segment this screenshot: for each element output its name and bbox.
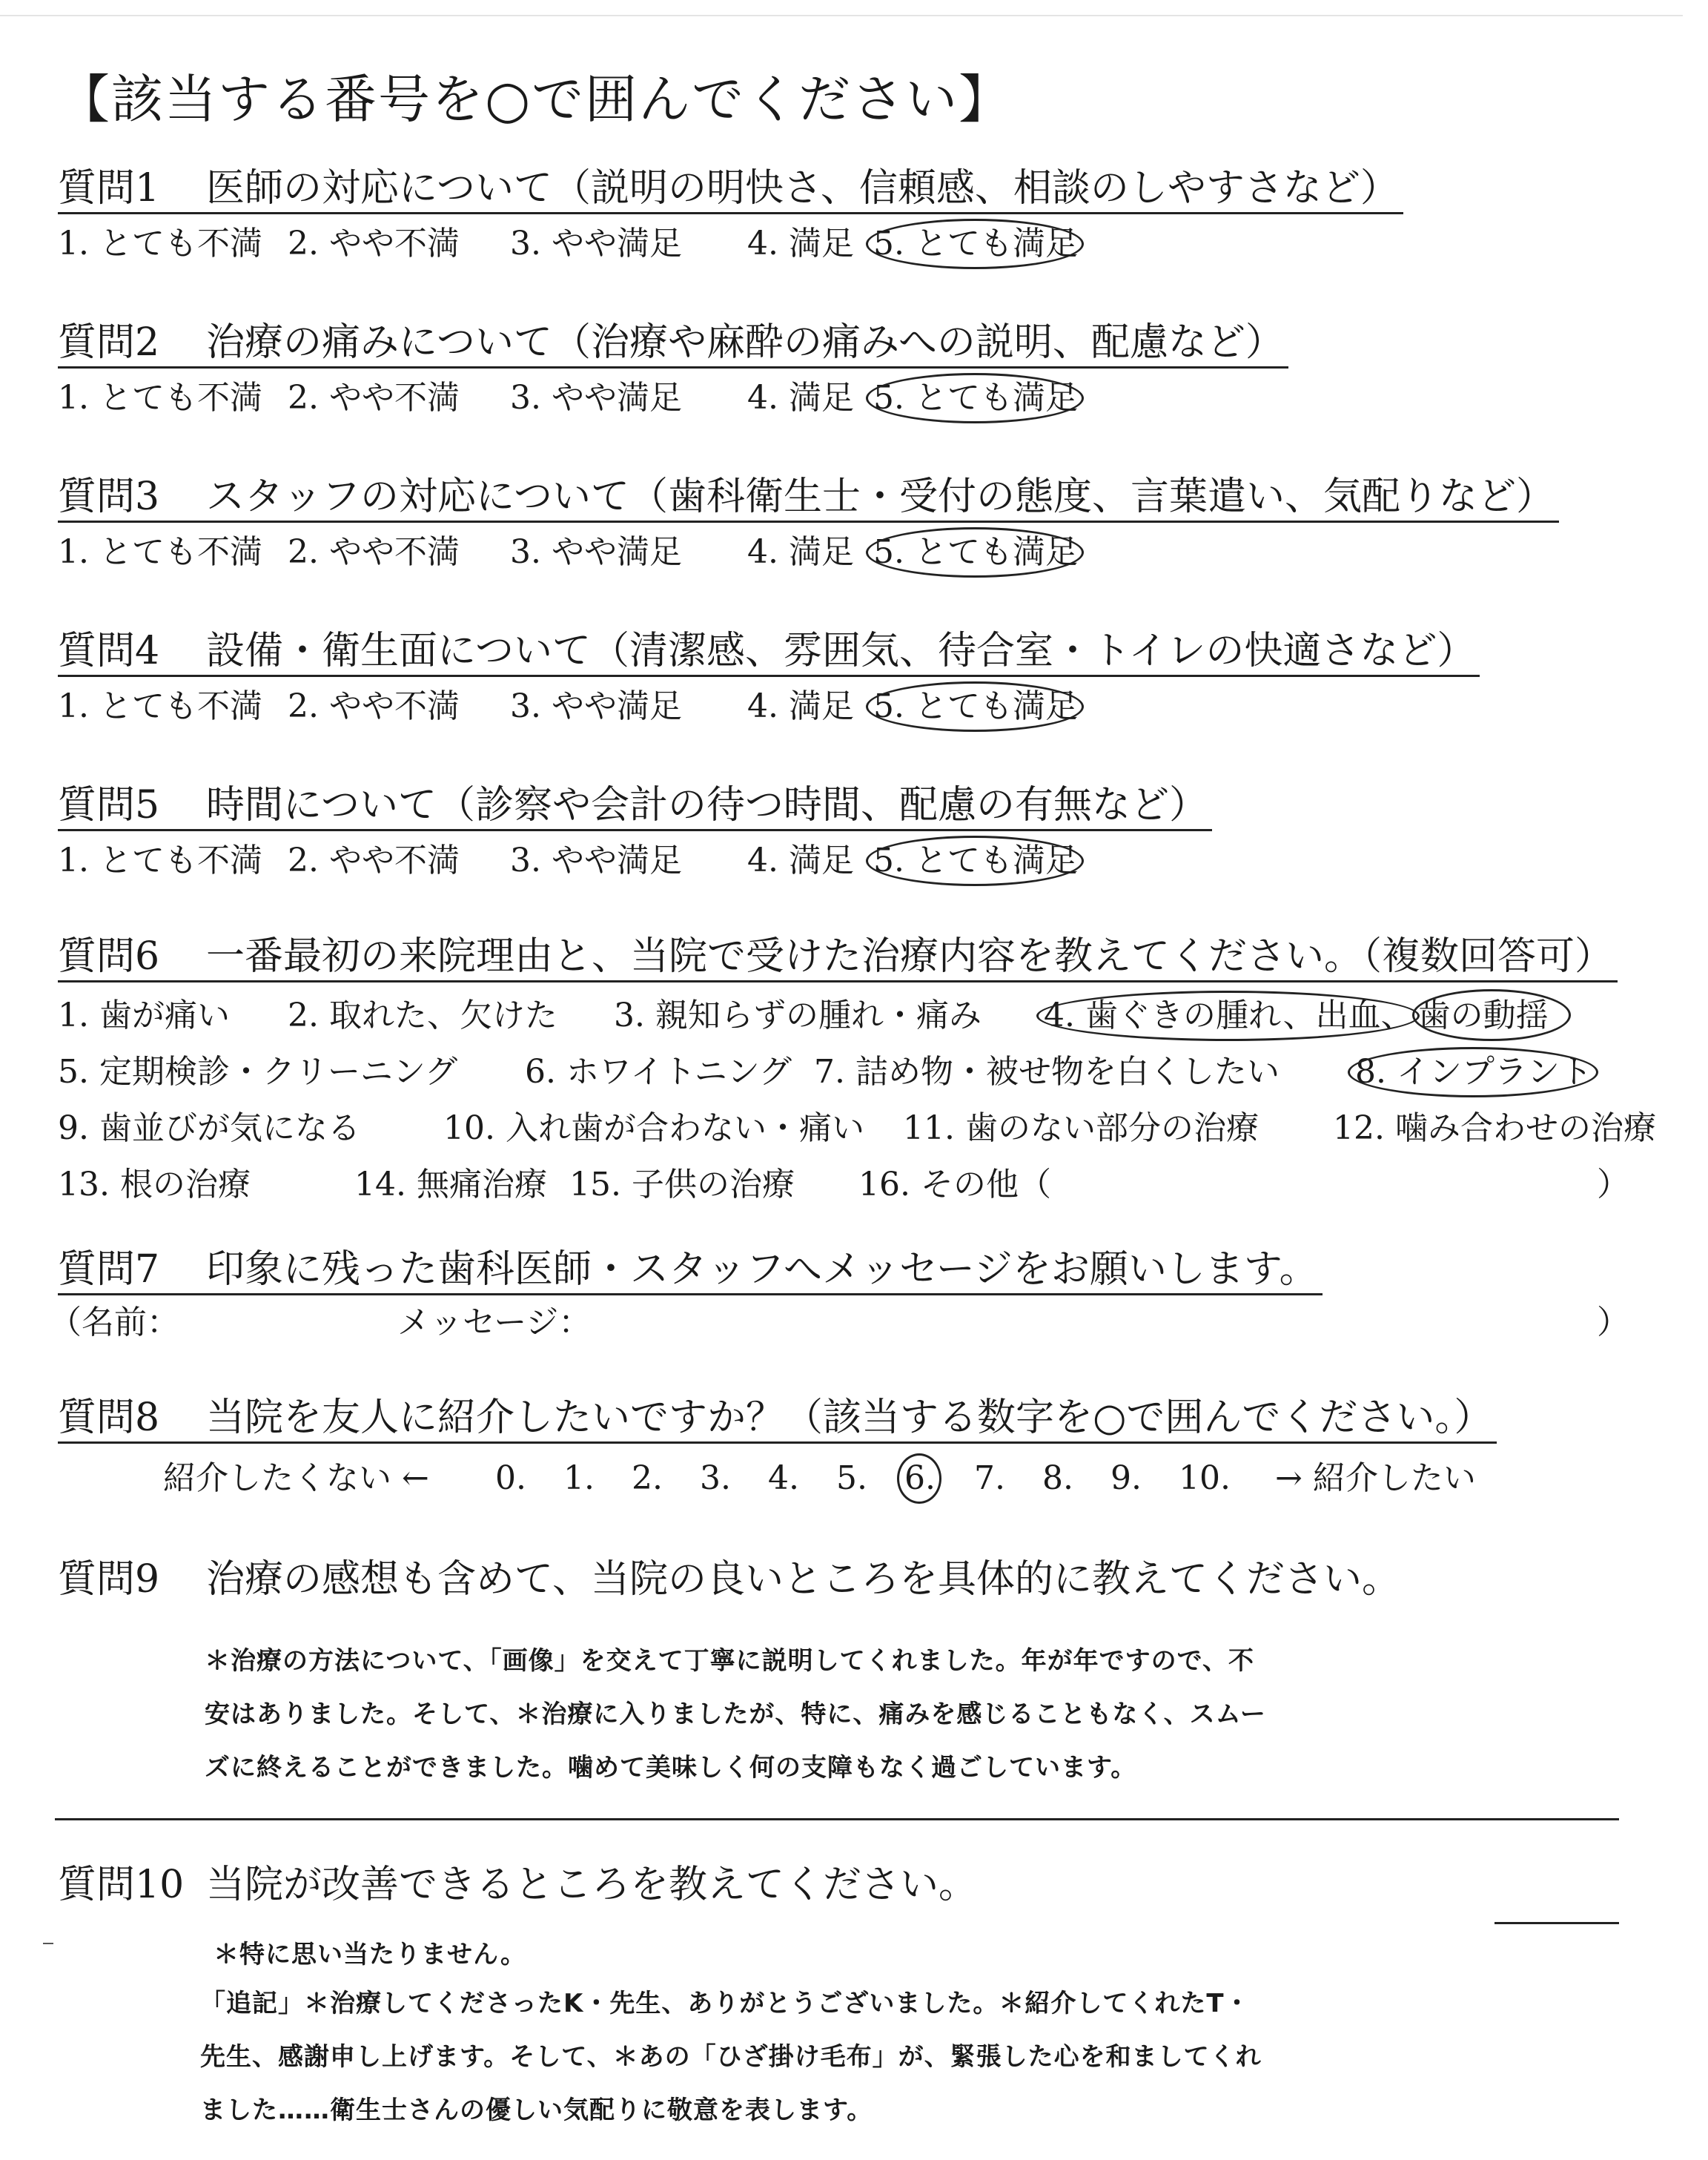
- q9-answer-line-2: 安はありました。そして、＊治療に入りましたが、特に、痛みを感じることもなく、スムー: [205, 1700, 1266, 1729]
- q6-options-row-1: [58, 995, 1549, 1037]
- question-7-header: [58, 1246, 1323, 1295]
- q7-fields: [49, 1302, 1629, 1344]
- q10-answer-line-3: 先生、感謝申し上げます。そして、＊あの「ひざ掛け毛布」が、緊張した心を和ましてくれ: [200, 2042, 1262, 2072]
- q6-option-14[interactable]: 14. 無痛治療: [354, 1166, 547, 1203]
- q6-option-5[interactable]: 5. 定期検診・クリーニング: [58, 1053, 458, 1091]
- question-text: 治療の感想も含めて、当院の良いところを具体的に教えてください。: [206, 1557, 1400, 1602]
- q6-option-4-selected[interactable]: 4. 歯ぐきの腫れ、出血、: [1044, 995, 1414, 1037]
- q8-scale-4[interactable]: 4.: [768, 1459, 799, 1497]
- q8-scale-2[interactable]: 2.: [632, 1459, 663, 1497]
- question-1: [58, 165, 1403, 265]
- question-6-header: [58, 933, 1618, 982]
- q9-answer-line-3: ズに終えることができました。噛めて美味しく何の支障もなく過ごしています。: [205, 1753, 1137, 1783]
- question-number: 質問4: [58, 629, 160, 673]
- q10-line-stub: [1494, 1922, 1619, 1924]
- question-text: スタッフの対応について（歯科衛生士・受付の態度、言葉遣い、気配りなど）: [206, 475, 1555, 519]
- satisfaction-options: [58, 377, 1288, 419]
- q10-answer-line-2: 「追記」＊治療してくださったK・先生、ありがとうございました。＊紹介してくれたT・: [200, 1989, 1251, 2018]
- q6-option-12[interactable]: 12. 噛み合わせの治療: [1333, 1109, 1656, 1147]
- question-4-header: [58, 627, 1480, 677]
- top-border: [0, 15, 1683, 16]
- question-text: 印象に残った歯科医師・スタッフへメッセージをお願いします。: [206, 1247, 1318, 1292]
- question-text: 時間について（診察や会計の待つ時間、配慮の有無など）: [206, 783, 1208, 828]
- question-10: [58, 1861, 982, 1909]
- q6-other-close-paren: ）: [1597, 1166, 1629, 1203]
- q8-scale-5[interactable]: 5.: [836, 1459, 867, 1497]
- option-1[interactable]: 1. とても不満: [58, 225, 262, 262]
- q8-scale-8[interactable]: 8.: [1042, 1459, 1073, 1497]
- q6-option-3[interactable]: 3. 親知らずの腫れ・痛み: [614, 997, 982, 1034]
- q10-answer-line-1: ＊特に思い当たりません。: [214, 1940, 527, 1969]
- question-5: [58, 782, 1212, 882]
- question-number: 質問3: [58, 475, 160, 519]
- q8-scale: [163, 1458, 1476, 1499]
- q8-scale-0[interactable]: 0.: [495, 1459, 526, 1497]
- q6-circled-text[interactable]: 歯の動揺: [1418, 995, 1549, 1037]
- satisfaction-options: [58, 532, 1559, 573]
- question-text: 当院を友人に紹介したいですか？（該当する数字を○で囲んでください。）: [206, 1396, 1493, 1440]
- option-1[interactable]: 1. とても不満: [58, 379, 262, 417]
- option-5-selected[interactable]: 5. とても満足: [873, 840, 1078, 882]
- question-4: [58, 627, 1480, 727]
- q8-scale-3[interactable]: 3.: [700, 1459, 731, 1497]
- option-4[interactable]: 4. 満足: [747, 379, 854, 417]
- q6-option-7[interactable]: 7. 詰め物・被せ物を白くしたい: [814, 1053, 1280, 1091]
- q8-scale-9[interactable]: 9.: [1110, 1459, 1142, 1497]
- q8-scale-7[interactable]: 7.: [973, 1459, 1005, 1497]
- option-3[interactable]: 3. やや満足: [510, 225, 682, 262]
- question-number: 質問1: [58, 166, 160, 211]
- question-text: 当院が改善できるところを教えてください。: [206, 1863, 978, 1907]
- q6-options-row-4: [58, 1164, 1629, 1206]
- q6-options-row-3: [58, 1108, 1656, 1149]
- question-6: [58, 933, 1618, 982]
- question-3-header: [58, 473, 1559, 523]
- option-2[interactable]: 2. やや不満: [288, 225, 460, 262]
- option-5-selected[interactable]: 5. とても満足: [873, 686, 1078, 727]
- question-number: 質問9: [58, 1557, 160, 1602]
- q8-scale-6-selected[interactable]: 6.: [904, 1458, 936, 1499]
- option-5-selected[interactable]: 5. とても満足: [873, 532, 1078, 573]
- satisfaction-options: [58, 223, 1403, 265]
- option-5-selected[interactable]: 5. とても満足: [873, 223, 1078, 265]
- q6-options-row-2: [58, 1051, 1592, 1093]
- q6-option-1[interactable]: 1. 歯が痛い: [58, 997, 230, 1034]
- option-4[interactable]: 4. 満足: [747, 225, 854, 262]
- option-1[interactable]: 1. とても不満: [58, 533, 262, 571]
- option-1[interactable]: 1. とても不満: [58, 842, 262, 879]
- question-number: 質問7: [58, 1247, 160, 1292]
- option-4[interactable]: 4. 満足: [747, 687, 854, 725]
- option-1[interactable]: 1. とても不満: [58, 687, 262, 725]
- question-1-header: [58, 165, 1403, 214]
- margin-mark: [43, 1943, 53, 1944]
- q6-option-10[interactable]: 10. 入れ歯が合わない・痛い: [443, 1109, 864, 1147]
- option-5-selected[interactable]: 5. とても満足: [873, 377, 1078, 419]
- question-text: 設備・衛生面について（清潔感、雰囲気、待合室・トイレの快適さなど）: [206, 629, 1476, 673]
- option-2[interactable]: 2. やや不満: [288, 842, 460, 879]
- question-text: 医師の対応について（説明の明快さ、信頼感、相談のしやすさなど）: [206, 166, 1399, 211]
- option-3[interactable]: 3. やや満足: [510, 379, 682, 417]
- q8-right-label: → 紹介したい: [1274, 1459, 1476, 1497]
- option-2[interactable]: 2. やや不満: [288, 533, 460, 571]
- question-3: [58, 473, 1559, 573]
- satisfaction-options: [58, 840, 1212, 882]
- page-title: 【該当する番号を○で囲んでください】: [58, 69, 1013, 130]
- question-7: [58, 1246, 1323, 1295]
- satisfaction-options: [58, 686, 1480, 727]
- option-4[interactable]: 4. 満足: [747, 533, 854, 571]
- question-number: 質問6: [58, 934, 160, 979]
- question-text: 治療の痛みについて（治療や麻酔の痛みへの説明、配慮など）: [206, 320, 1284, 365]
- q6-option-6[interactable]: 6. ホワイトニング: [525, 1053, 792, 1091]
- question-number: 質問8: [58, 1396, 160, 1440]
- q8-scale-1[interactable]: 1.: [563, 1459, 595, 1497]
- option-3[interactable]: 3. やや満足: [510, 533, 682, 571]
- q10-answer: [200, 1977, 1262, 2137]
- q6-option-2[interactable]: 2. 取れた、欠けた: [288, 997, 557, 1034]
- question-8-header: [58, 1394, 1497, 1444]
- q8-scale-10[interactable]: 10.: [1178, 1459, 1231, 1497]
- question-text: 一番最初の来院理由と、当院で受けた治療内容を教えてください。（複数回答可）: [206, 934, 1614, 979]
- q10-answer-line-4: ました……衛生士さんの優しい気配りに敬意を表します。: [200, 2095, 873, 2125]
- q6-option-15[interactable]: 15. 子供の治療: [569, 1166, 795, 1203]
- q6-option-8-selected[interactable]: 8. インプラント: [1355, 1051, 1592, 1093]
- q9-answer-underline: [55, 1818, 1619, 1820]
- question-8: [58, 1394, 1497, 1444]
- q7-close-paren: ）: [1597, 1304, 1629, 1341]
- option-4[interactable]: 4. 満足: [747, 842, 854, 879]
- question-9-header: [58, 1556, 1405, 1603]
- question-5-header: [58, 782, 1212, 831]
- question-10-header: [58, 1861, 982, 1909]
- option-3[interactable]: 3. やや満足: [510, 687, 682, 725]
- option-3[interactable]: 3. やや満足: [510, 842, 682, 879]
- question-number: 質問2: [58, 320, 160, 365]
- q9-answer: [205, 1634, 1266, 1794]
- question-9: [58, 1556, 1405, 1603]
- q9-answer-line-1: ＊治療の方法について、「画像」を交えて丁寧に説明してくれました。年が年ですので、不: [205, 1646, 1254, 1676]
- question-number: 質問5: [58, 783, 160, 828]
- option-2[interactable]: 2. やや不満: [288, 379, 460, 417]
- q6-option-9[interactable]: 9. 歯並びが気になる: [58, 1109, 360, 1147]
- q6-option-16[interactable]: 16. その他（: [858, 1166, 1051, 1203]
- name-label: （名前：: [49, 1304, 179, 1341]
- question-2: [58, 319, 1288, 419]
- option-2[interactable]: 2. やや不満: [288, 687, 460, 725]
- q6-option-11[interactable]: 11. 歯のない部分の治療: [903, 1109, 1259, 1147]
- q8-left-label: 紹介したくない ←: [163, 1459, 429, 1497]
- question-number: 質問10: [58, 1863, 185, 1907]
- message-label: メッセージ：: [397, 1304, 592, 1341]
- q6-option-13[interactable]: 13. 根の治療: [58, 1166, 251, 1203]
- question-2-header: [58, 319, 1288, 369]
